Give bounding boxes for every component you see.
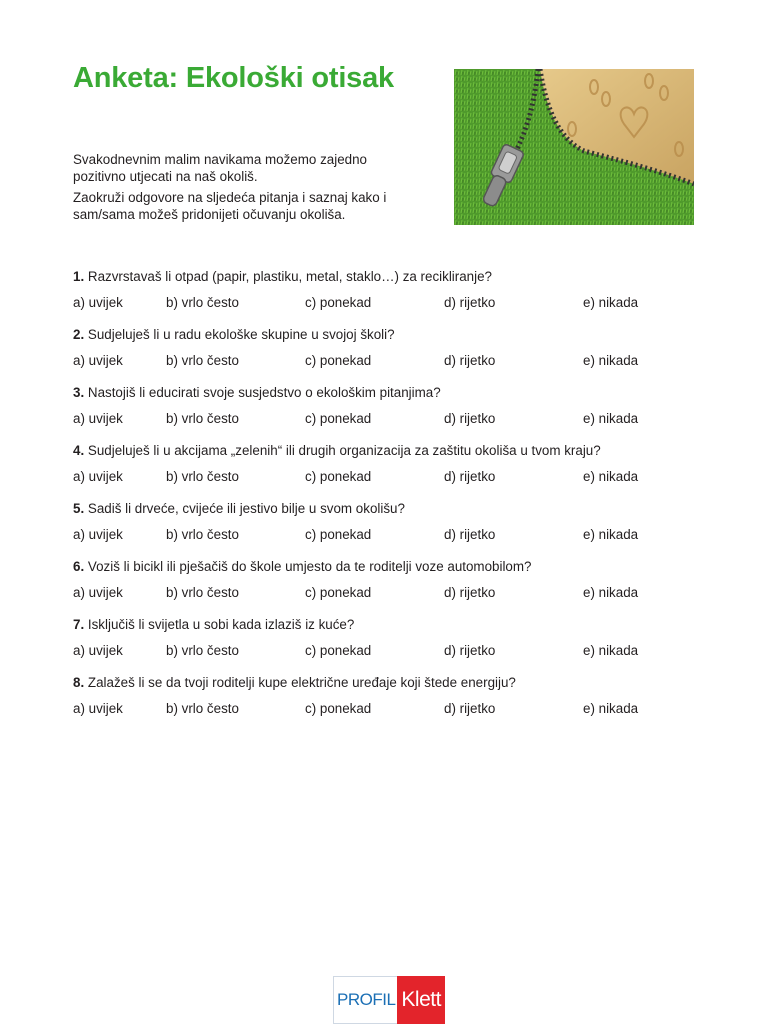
question-label: Nastojiš li educirati svoje susjedstvo o ekološkim pitanjima? xyxy=(84,385,441,400)
question-text xyxy=(73,268,713,285)
answer-option[interactable]: e) nikada xyxy=(583,701,639,716)
zipper-illustration-icon xyxy=(454,69,694,225)
answer-options xyxy=(73,526,713,543)
answer-options xyxy=(73,410,713,427)
profil-klett-logo xyxy=(333,976,445,1024)
answer-option[interactable]: b) vrlo često xyxy=(166,643,239,658)
answer-option[interactable]: d) rijetko xyxy=(444,643,496,658)
answer-option[interactable]: b) vrlo često xyxy=(166,295,239,310)
question-number: 8. xyxy=(73,675,85,690)
answer-option[interactable]: c) ponekad xyxy=(305,643,372,658)
question-label: Sudjeluješ li u radu ekološke skupine u svojoj školi? xyxy=(84,327,395,342)
answer-option[interactable]: c) ponekad xyxy=(305,353,372,368)
question-6 xyxy=(73,558,713,616)
answer-option[interactable]: d) rijetko xyxy=(444,411,496,426)
question-text xyxy=(73,674,713,691)
answer-option[interactable]: e) nikada xyxy=(583,527,639,542)
question-label: Isključiš li svijetla u sobi kada izlaziš iz kuće? xyxy=(84,617,355,632)
question-text xyxy=(73,616,713,633)
answer-option[interactable]: d) rijetko xyxy=(444,295,496,310)
answer-options xyxy=(73,294,713,311)
question-label: Voziš li bicikl ili pješačiš do škole umjesto da te roditelji voze automobilom? xyxy=(84,559,532,574)
question-number: 7. xyxy=(73,617,85,632)
question-number: 4. xyxy=(73,443,85,458)
answer-option[interactable]: d) rijetko xyxy=(444,469,496,484)
answer-option[interactable]: d) rijetko xyxy=(444,585,496,600)
answer-option[interactable]: e) nikada xyxy=(583,411,639,426)
answer-option[interactable]: e) nikada xyxy=(583,295,639,310)
question-3 xyxy=(73,384,713,442)
answer-option[interactable]: e) nikada xyxy=(583,643,639,658)
zipper-grass-sand-illustration xyxy=(454,69,694,225)
answer-option[interactable]: c) ponekad xyxy=(305,527,372,542)
question-text xyxy=(73,558,713,575)
question-text xyxy=(73,384,713,401)
answer-option[interactable]: b) vrlo često xyxy=(166,585,239,600)
question-7 xyxy=(73,616,713,674)
logo-profil-text: PROFIL xyxy=(333,976,397,1024)
answer-option[interactable]: d) rijetko xyxy=(444,527,496,542)
answer-option[interactable]: d) rijetko xyxy=(444,353,496,368)
answer-option[interactable]: b) vrlo često xyxy=(166,701,239,716)
question-text xyxy=(73,500,713,517)
answer-option[interactable]: a) uvijek xyxy=(73,469,123,484)
page-title: Anketa: Ekološki otisak xyxy=(73,62,394,94)
question-number: 1. xyxy=(73,269,85,284)
question-label: Sudjeluješ li u akcijama „zelenih“ ili drugih organizacija za zaštitu okoliša u tvom kraju? xyxy=(84,443,601,458)
answer-option[interactable]: c) ponekad xyxy=(305,701,372,716)
answer-option[interactable]: c) ponekad xyxy=(305,469,372,484)
answer-option[interactable]: b) vrlo često xyxy=(166,469,239,484)
answer-option[interactable]: a) uvijek xyxy=(73,701,123,716)
answer-options xyxy=(73,700,713,717)
answer-option[interactable]: b) vrlo često xyxy=(166,411,239,426)
answer-option[interactable]: a) uvijek xyxy=(73,411,123,426)
question-2 xyxy=(73,326,713,384)
intro-text xyxy=(73,151,423,227)
answer-option[interactable]: e) nikada xyxy=(583,469,639,484)
answer-options xyxy=(73,468,713,485)
answer-option[interactable]: c) ponekad xyxy=(305,411,372,426)
question-4 xyxy=(73,442,713,500)
answer-option[interactable]: d) rijetko xyxy=(444,701,496,716)
answer-options xyxy=(73,584,713,601)
question-text xyxy=(73,326,713,343)
question-label: Razvrstavaš li otpad (papir, plastiku, metal, staklo…) za recikliranje? xyxy=(84,269,493,284)
answer-options xyxy=(73,352,713,369)
question-number: 5. xyxy=(73,501,85,516)
answer-option[interactable]: c) ponekad xyxy=(305,585,372,600)
answer-option[interactable]: a) uvijek xyxy=(73,585,123,600)
answer-option[interactable]: e) nikada xyxy=(583,585,639,600)
answer-option[interactable]: e) nikada xyxy=(583,353,639,368)
answer-option[interactable]: a) uvijek xyxy=(73,353,123,368)
question-text xyxy=(73,442,713,459)
answer-options xyxy=(73,642,713,659)
question-5 xyxy=(73,500,713,558)
logo-klett-text: Klett xyxy=(397,976,445,1024)
question-label: Sadiš li drveće, cvijeće ili jestivo bilje u svom okolišu? xyxy=(84,501,405,516)
intro-paragraph-1: Svakodnevnim malim navikama možemo zajedno pozitivno utjecati na naš okoliš. xyxy=(73,152,367,184)
question-label: Zalažeš li se da tvoji roditelji kupe električne uređaje koji štede energiju? xyxy=(84,675,516,690)
question-number: 2. xyxy=(73,327,85,342)
question-8 xyxy=(73,674,713,732)
answer-option[interactable]: a) uvijek xyxy=(73,295,123,310)
answer-option[interactable]: b) vrlo često xyxy=(166,353,239,368)
answer-option[interactable]: b) vrlo često xyxy=(166,527,239,542)
intro-paragraph-2: Zaokruži odgovore na sljedeća pitanja i saznaj kako i sam/sama možeš pridonijeti očuvanju okoliša. xyxy=(73,190,387,222)
question-number: 6. xyxy=(73,559,85,574)
answer-option[interactable]: c) ponekad xyxy=(305,295,372,310)
question-1 xyxy=(73,268,713,326)
question-number: 3. xyxy=(73,385,85,400)
answer-option[interactable]: a) uvijek xyxy=(73,527,123,542)
question-list xyxy=(73,268,713,732)
answer-option[interactable]: a) uvijek xyxy=(73,643,123,658)
